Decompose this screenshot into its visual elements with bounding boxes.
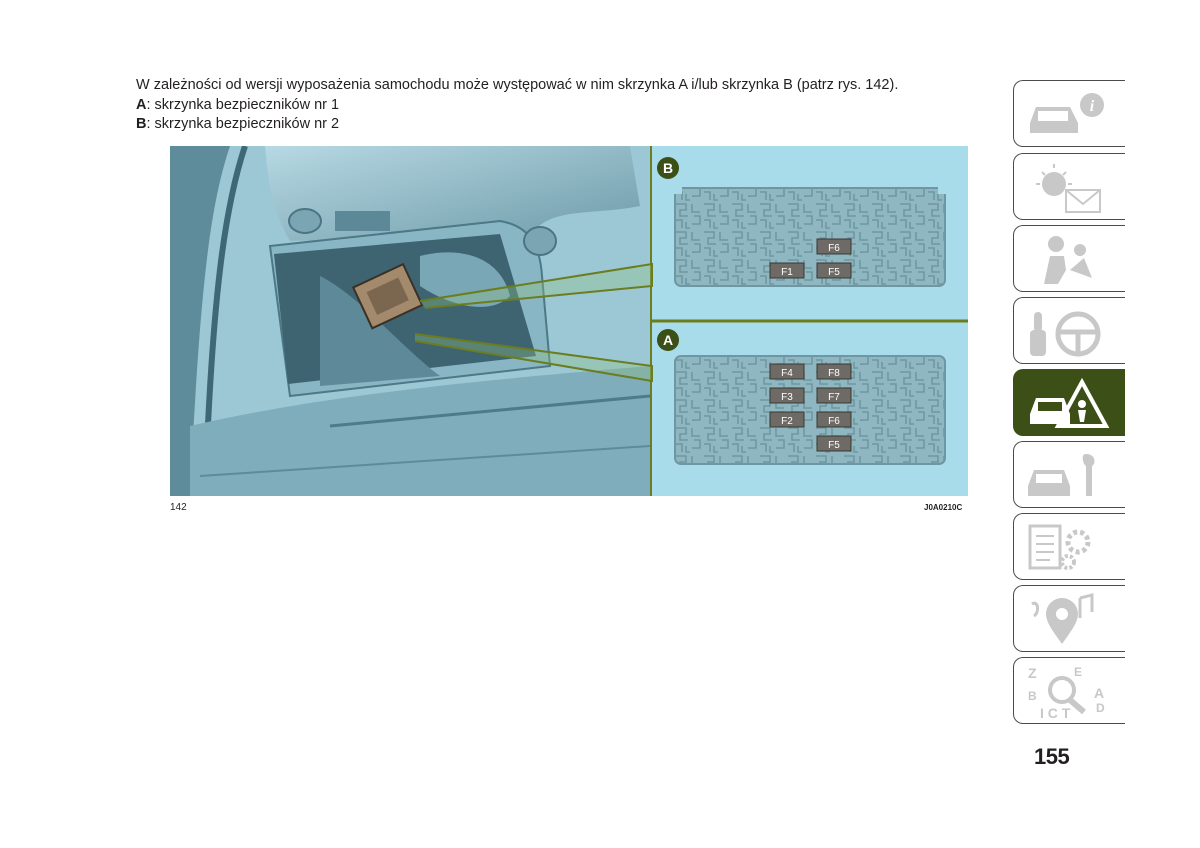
svg-text:A: A (1094, 685, 1105, 701)
tab-safety[interactable] (1013, 225, 1125, 292)
fuse-label: F3 (781, 392, 793, 403)
tab-start-driving[interactable] (1013, 297, 1125, 364)
fuse-label: F2 (781, 416, 793, 427)
fuse-f3-a (770, 388, 804, 403)
fuse-label: F4 (781, 368, 793, 379)
car-info-icon (1022, 85, 1112, 143)
car-maintenance-icon (1022, 446, 1112, 504)
fuse-box-a (675, 356, 945, 464)
fuse-f7-a (817, 388, 851, 403)
badge-a-label: A (662, 332, 674, 348)
svg-text:B: B (1028, 689, 1037, 703)
fuse-label: F8 (828, 368, 840, 379)
svg-text:D: D (1096, 701, 1105, 715)
fuse-f5-b (817, 263, 851, 278)
fuse-f6-b (817, 239, 851, 254)
technical-data-icon (1022, 518, 1112, 576)
fuse-label: F7 (828, 392, 840, 403)
intro-line-1: W zależności od wersji wyposażenia samochodu może występować w nim skrzynka A i/lub skrzynka B (patrz rys. 142). (136, 77, 899, 93)
fuse-f6-a (817, 412, 851, 427)
emergency-car-icon (1022, 374, 1112, 432)
fuse-f4-a (770, 364, 804, 379)
fuse-f5-a (817, 436, 851, 451)
intro-text (136, 76, 996, 135)
page-number: 155 (1034, 744, 1070, 769)
fuse-box-b (670, 184, 950, 286)
svg-text:I C T: I C T (1040, 705, 1071, 720)
trunk-illustration (170, 146, 650, 496)
tab-maintenance[interactable] (1013, 441, 1125, 508)
badge-b-label: B (662, 160, 674, 176)
safety-seat-icon (1022, 230, 1112, 288)
fuse-label: F6 (828, 416, 840, 427)
legend-b (136, 115, 996, 135)
svg-text:Z: Z (1028, 665, 1037, 681)
legend-a-key: A (136, 96, 147, 113)
figure-number: 142 (170, 502, 187, 513)
fuse-box-illustration (170, 146, 968, 496)
fuse-label: F5 (828, 440, 840, 451)
fuse-label: F1 (781, 267, 793, 278)
multimedia-icon (1022, 590, 1112, 648)
index-search-icon (1022, 662, 1112, 720)
legend-b-key: B (136, 116, 147, 132)
tab-multimedia[interactable] (1013, 585, 1125, 652)
legend-a (136, 96, 996, 116)
legend-a-text: : skrzynka bezpieczników nr 1 (146, 96, 340, 113)
legend-b-text: : skrzynka bezpieczników nr 2 (146, 116, 340, 132)
fuse-f8-a (817, 364, 851, 379)
tab-index[interactable] (1013, 657, 1125, 724)
svg-text:i: i (1089, 98, 1095, 115)
tab-technical-data[interactable] (1013, 513, 1125, 580)
fuse-f2-a (770, 412, 804, 427)
badge-b (657, 157, 679, 179)
badge-a (657, 329, 679, 351)
svg-text:E: E (1074, 665, 1083, 679)
key-steering-wheel-icon (1022, 302, 1112, 360)
tab-dashboard-lights[interactable] (1013, 153, 1125, 220)
figure-code: J0A0210C (924, 503, 963, 512)
tab-car-info[interactable] (1013, 80, 1125, 147)
fuse-box-figure (170, 146, 968, 496)
tab-emergency[interactable] (1013, 369, 1125, 436)
dashboard-lights-icon (1022, 158, 1112, 216)
fuse-label: F5 (828, 267, 840, 278)
fuse-label: F6 (828, 243, 840, 254)
fuse-f1-b (770, 263, 804, 278)
